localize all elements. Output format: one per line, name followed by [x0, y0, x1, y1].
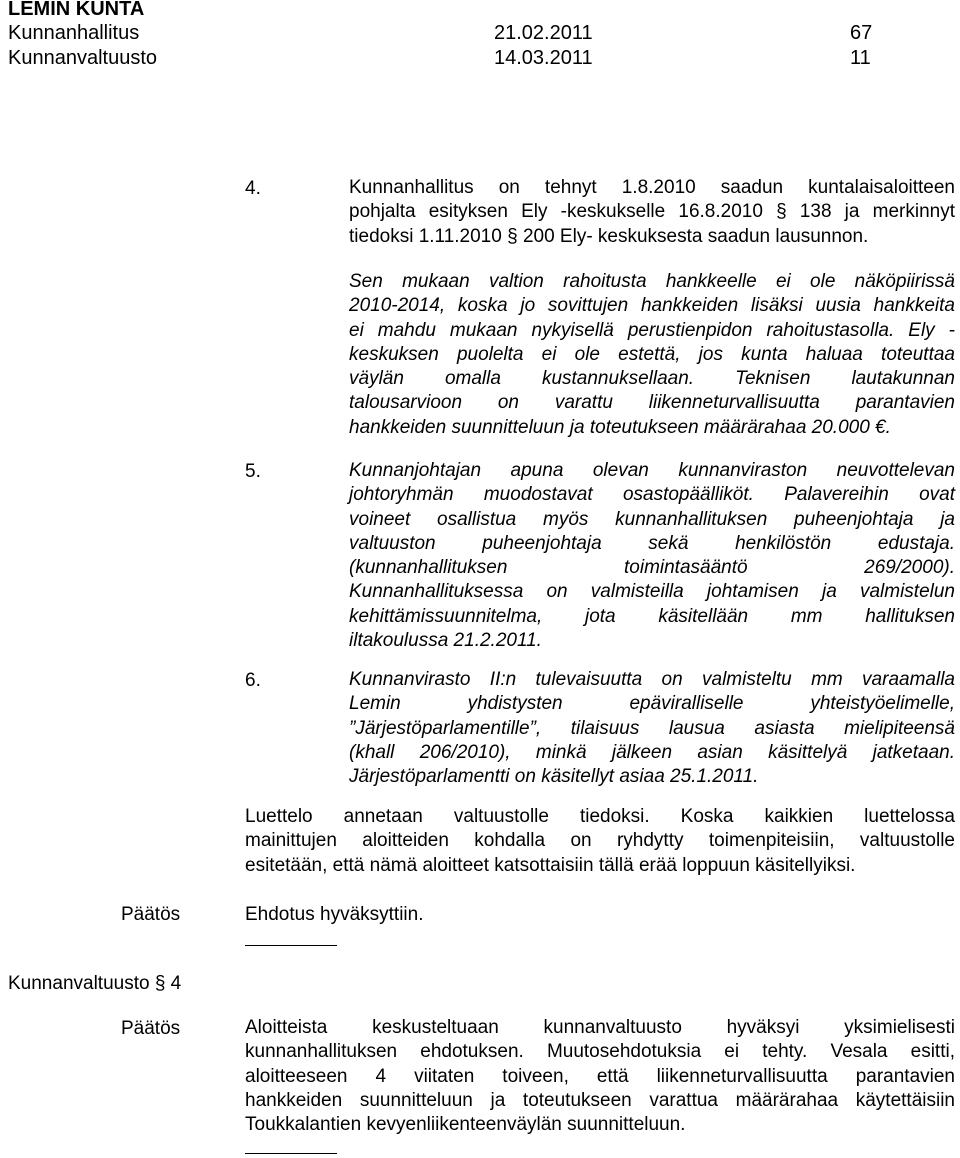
text-line: mainittujen aloitteiden kohdalla on ryhdytty toimenpiteisiin, valtuustolle [245, 830, 955, 852]
text-line: Kunnanhallituksessa on valmisteilla johtamisen ja valmistelun [349, 581, 955, 603]
item-number: 6. [245, 670, 261, 691]
text-line: hankkeiden suunnitteluun ja toteutukseen määrärahaa 20.000 €. [349, 416, 891, 438]
text-line: (khall 206/2010), minkä jälkeen asian käsittelyä jatketaan. [349, 741, 955, 763]
text-line: keskuksen puolelta ei ole estettä, jos kunta haluaa toteuttaa [349, 343, 955, 365]
meta-body: Kunnanvaltuusto [8, 47, 158, 69]
text-line: Järjestöparlamentti on käsitellyt asiaa 25.1.2011. [349, 766, 759, 788]
text-line: tiedoksi 1.11.2010 § 200 Ely- keskuksesta saadun lausunnon. [349, 225, 869, 247]
item-6-text [349, 668, 955, 789]
text-line: ei mahdu mukaan nykyisellä perustienpidon rahoitustasolla. Ely - [349, 319, 955, 341]
decision-2-text [245, 1016, 955, 1137]
decision-label: Päätös [121, 1018, 181, 1039]
text-line: Toukkalantien kevyenliikenteenväylän suunnitteluun. [245, 1114, 686, 1136]
text-line: hankkeiden suunnitteluun ja toteutukseen varattua määrärahaa käytettäisiin [245, 1089, 955, 1111]
text-line: Kunnanhallitus on tehnyt 1.8.2010 saadun kuntalaisaloitteen [349, 177, 955, 198]
meta-body: Kunnanhallitus [8, 22, 140, 44]
text-line: voineet osallistua myös kunnanhallituksen puheenjohtaja ja [349, 508, 955, 530]
text-line: Lemin yhdistysten epäviralliselle yhteistyöelimelle, [349, 693, 955, 715]
text-line: kehittämissuunnitelma, jota käsitellään mm hallituksen [349, 605, 955, 627]
decision-text: Ehdotus hyväksyttiin. [245, 904, 424, 925]
text-line: iltakoulussa 21.2.2011. [349, 630, 542, 652]
text-line: Kunnanjohtajan apuna olevan kunnanviraston neuvottelevan [349, 460, 955, 481]
text-line: talousarvioon on varattu liikenneturvallisuutta parantavien [349, 392, 955, 414]
decision-label: Päätös [121, 904, 181, 925]
text-line: johtoryhmän muodostavat osastopäälliköt. Palavereihin ovat [349, 484, 955, 506]
text-line: esitetään, että nämä aloitteet katsottaisiin tällä erää loppuun käsitellyiksi. [245, 854, 856, 876]
organization-name: LEMIN KUNTA [8, 0, 145, 20]
summary-paragraph [245, 805, 955, 878]
text-line: Aloitteista keskusteltuaan kunnanvaltuusto hyväksyi yksimielisesti [245, 1017, 955, 1038]
meta-page: 67 [850, 22, 873, 44]
text-line: valtuuston puheenjohtaja sekä henkilöstön edustaja. [349, 532, 955, 554]
text-line: 2010-2014, koska jo sovittujen hankkeiden lisäksi uusia hankkeita [349, 295, 955, 317]
meta-page: 11 [850, 47, 871, 69]
text-line: väylän omalla kustannuksellaan. Teknisen lautakunnan [349, 368, 955, 390]
separator-line [245, 945, 337, 946]
text-line: (kunnanhallituksen toimintasääntö 269/2000). [349, 557, 955, 579]
item-4-text [349, 176, 955, 249]
item-4-quote [349, 270, 955, 440]
item-5-text [349, 459, 955, 653]
text-line: ”Järjestöparlamentille”, tilaisuus lausua asiasta mielipiteensä [349, 717, 955, 739]
text-line: aloitteeseen 4 viitaten toiveen, että liikenneturvallisuutta parantavien [245, 1065, 955, 1087]
meta-date: 21.02.2011 [494, 22, 593, 44]
item-number: 5. [245, 461, 261, 482]
separator-line [245, 1153, 337, 1154]
item-number: 4. [245, 178, 261, 199]
text-line: Sen mukaan valtion rahoitusta hankkeelle ei ole näköpiirissä [349, 271, 955, 292]
text-line: Kunnanvirasto II:n tulevaisuutta on valmisteltu mm varaamalla [349, 669, 955, 690]
text-line: pohjalta esityksen Ely -keskukselle 16.8.2010 § 138 ja merkinnyt [349, 201, 955, 223]
meta-date: 14.03.2011 [494, 47, 593, 69]
text-line: Luettelo annetaan valtuustolle tiedoksi. Koska kaikkien luettelossa [245, 806, 955, 827]
section-label: Kunnanvaltuusto § 4 [8, 973, 182, 994]
text-line: kunnanhallituksen ehdotuksen. Muutosehdotuksia ei tehty. Vesala esitti, [245, 1041, 955, 1063]
